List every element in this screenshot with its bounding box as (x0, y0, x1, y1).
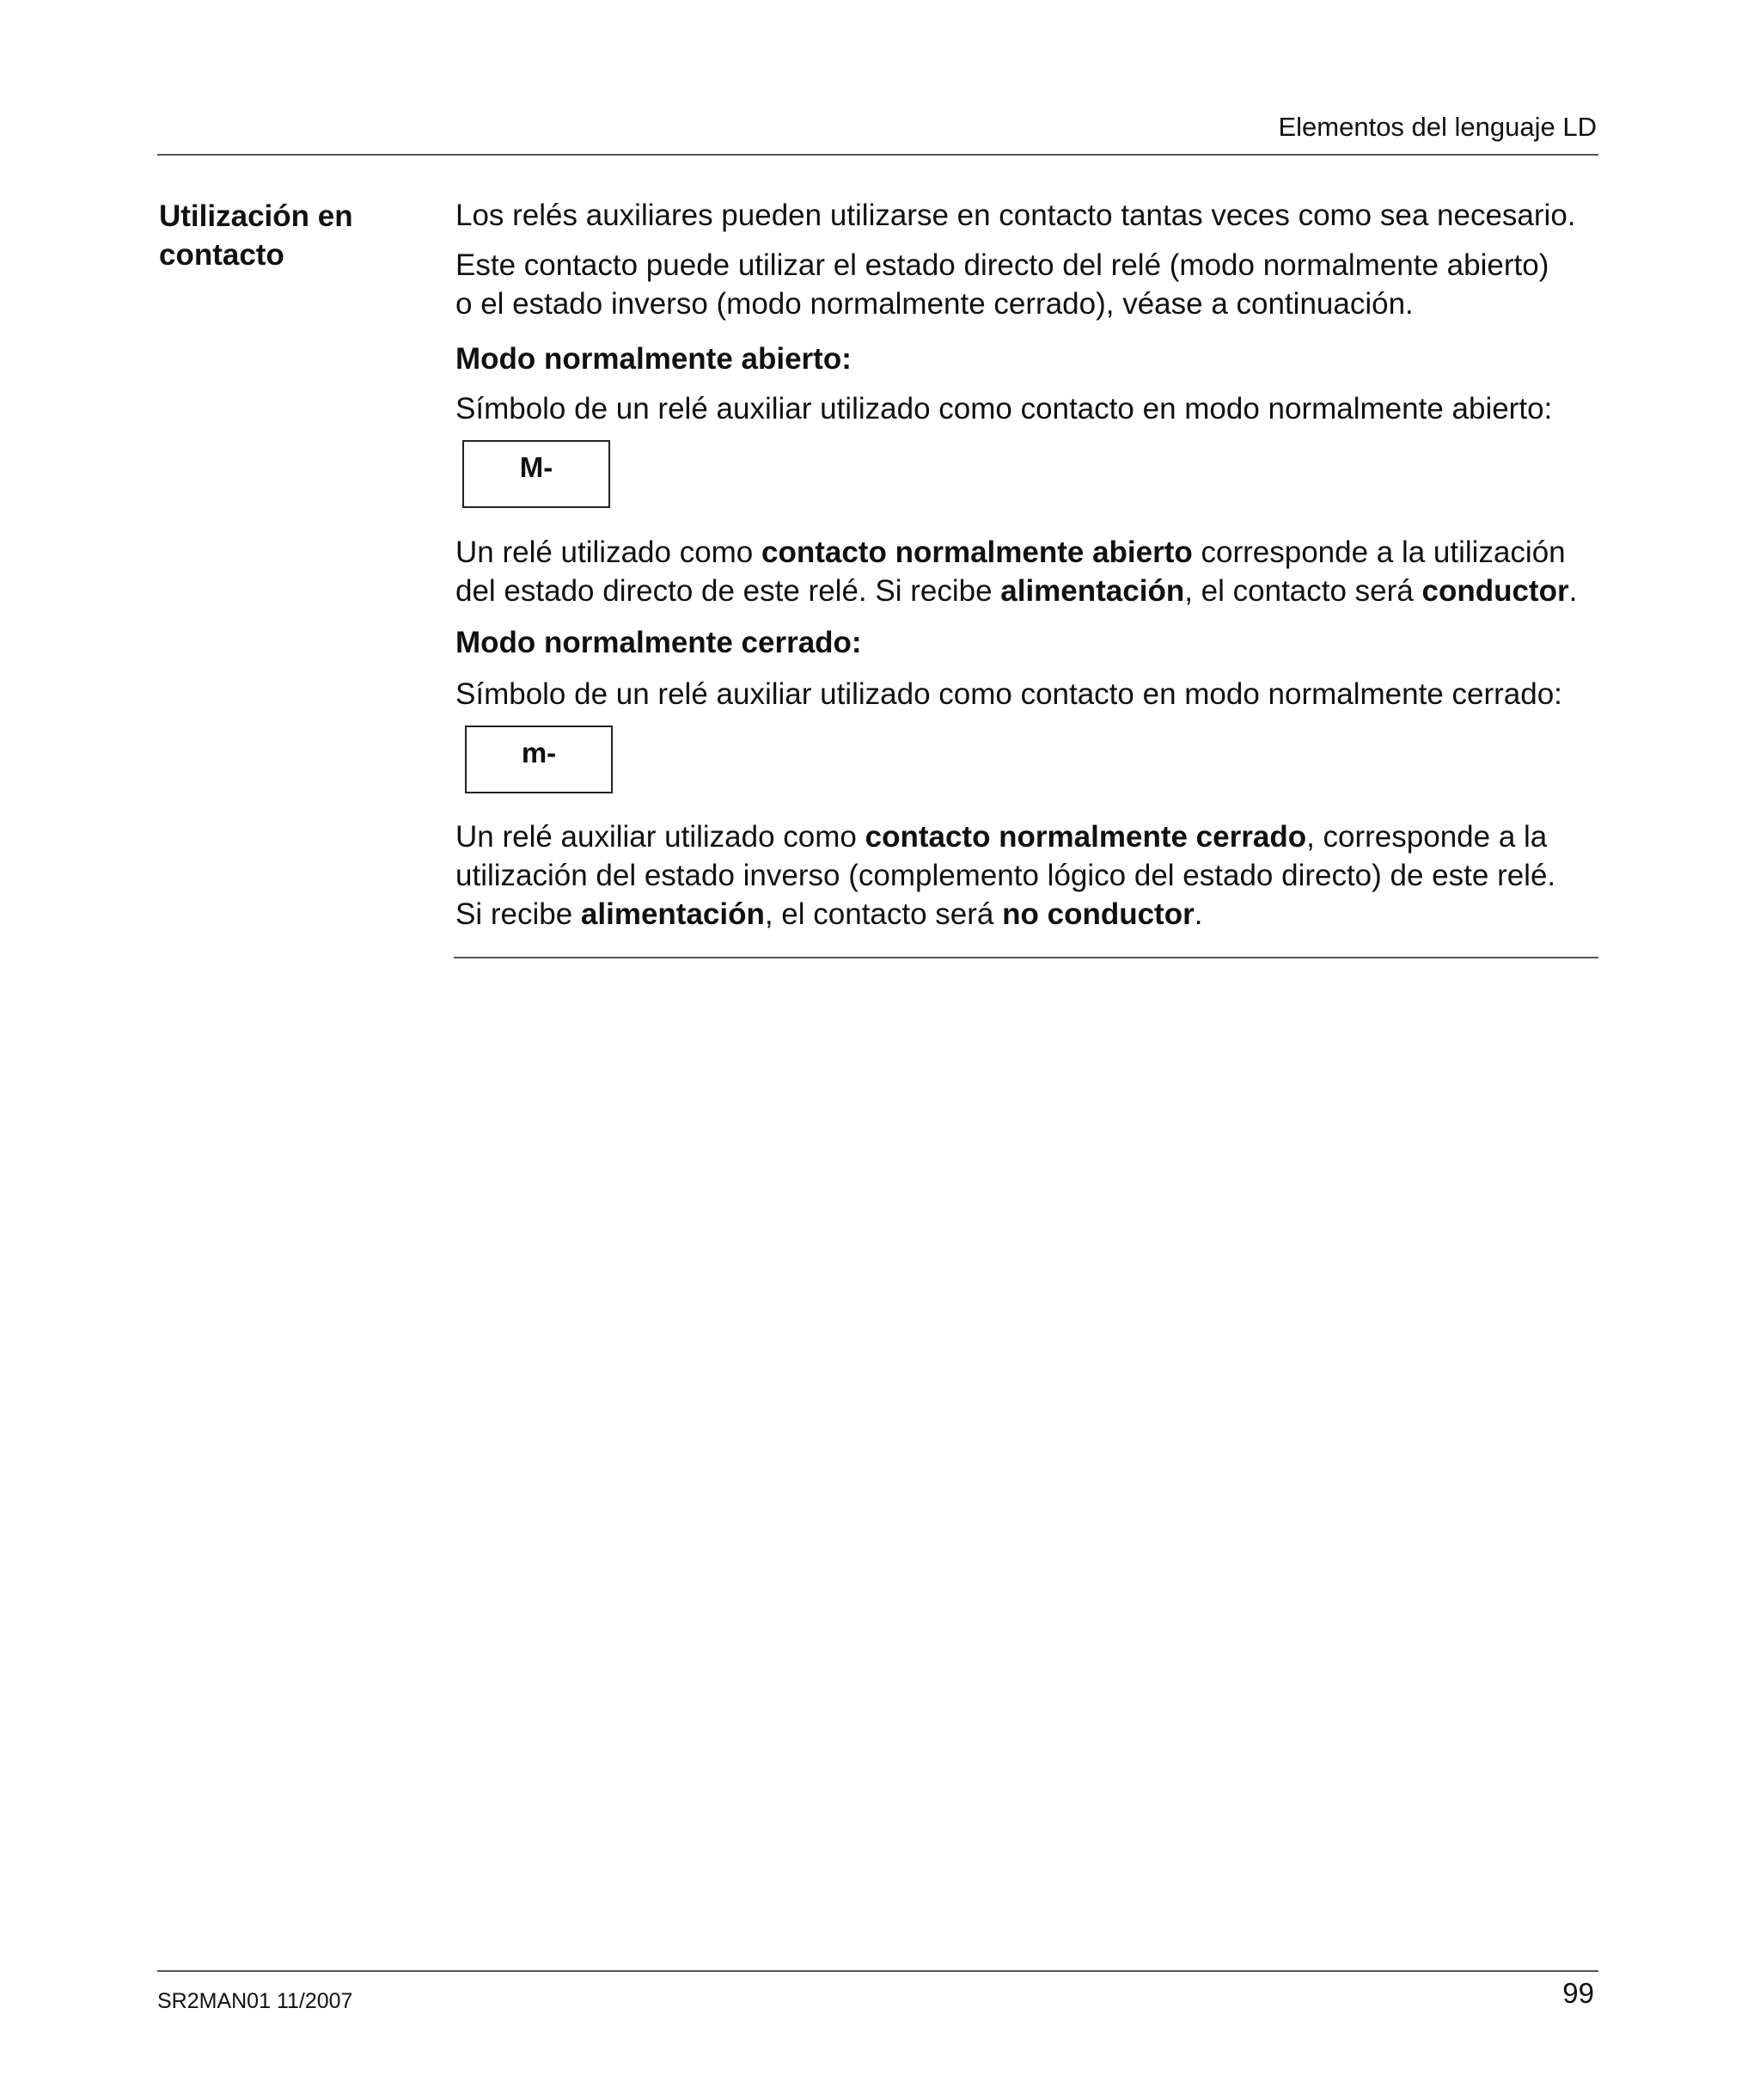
nc-mode-heading-text: Modo normalmente cerrado: (455, 626, 862, 659)
section-heading (159, 197, 425, 274)
section-heading-line-1: Utilización en (159, 199, 353, 233)
section-heading-line-2: contacto (159, 238, 284, 272)
nc-description (455, 817, 1603, 934)
header-rule (157, 154, 1598, 156)
footer-rule (157, 1970, 1598, 1972)
section-end-rule (454, 957, 1598, 958)
intro-text: Los relés auxiliares pueden utilizarse en contacto tantas veces como sea necesario. (455, 199, 1576, 232)
nc-description-line-3: Si recibe alimentación, el contacto será no conductor. (455, 897, 1203, 931)
intro-paragraph (455, 196, 1603, 235)
no-symbol-intro-text: Símbolo de un relé auxiliar utilizado como contacto en modo normalmente abierto: (455, 392, 1553, 426)
no-mode-heading (455, 340, 1603, 378)
no-contact-symbol: M- (462, 440, 610, 508)
nc-description-line-2: utilización del estado inverso (complemento lógico del estado directo) de este relé. (455, 859, 1556, 892)
state-text-line-1: Este contacto puede utilizar el estado directo del relé (modo normalmente abierto) (455, 248, 1549, 282)
no-description-line-2: del estado directo de este relé. Si recibe alimentación, el contacto será conductor. (455, 574, 1578, 608)
nc-symbol-intro-text: Símbolo de un relé auxiliar utilizado como contacto en modo normalmente cerrado: (455, 677, 1562, 711)
no-symbol-intro (455, 389, 1603, 428)
running-header: Elementos del lenguaje LD (1278, 112, 1597, 142)
document-code: SR2MAN01 11/2007 (157, 1989, 353, 2013)
nc-mode-heading (455, 623, 1603, 662)
no-description (455, 533, 1603, 610)
state-text-line-2: o el estado inverso (modo normalmente cerrado), véase a continuación. (455, 287, 1414, 321)
nc-symbol-intro (455, 675, 1603, 713)
no-mode-heading-text: Modo normalmente abierto: (455, 342, 852, 376)
page-number: 99 (1562, 1977, 1594, 2009)
no-description-line-1: Un relé utilizado como contacto normalmente abierto corresponde a la utilización (455, 536, 1566, 569)
state-paragraph (455, 246, 1603, 323)
nc-description-line-1: Un relé auxiliar utilizado como contacto normalmente cerrado, corresponde a la (455, 820, 1548, 854)
nc-contact-symbol: m- (465, 726, 613, 793)
